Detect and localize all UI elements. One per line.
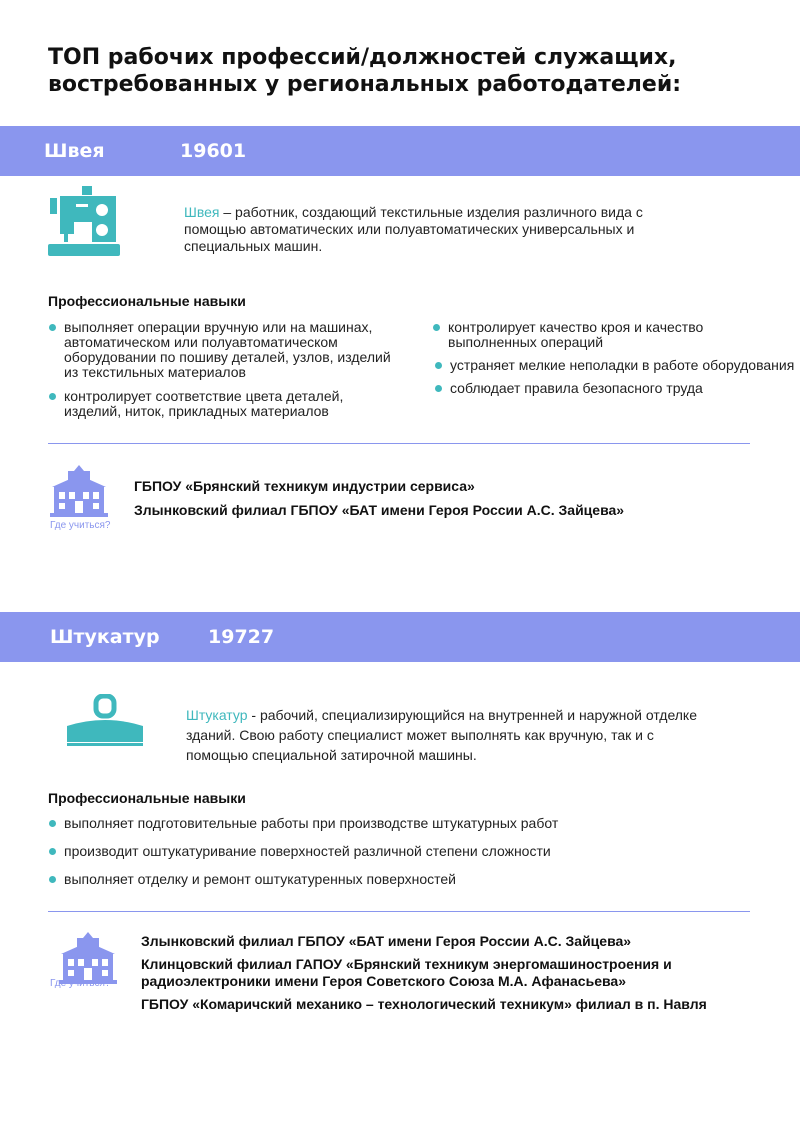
skill-item: контролирует качество кроя и качество выполненных операций [432, 320, 793, 350]
skill-item: контролирует соответствие цвета деталей, изделий, ниток, прикладных материалов [48, 389, 404, 419]
profession-band-plasterer [0, 612, 800, 662]
profession-term: Штукатур [186, 707, 248, 723]
skills-heading: Профессиональные навыки [48, 293, 246, 309]
school-item: Злынковский филиал ГБПОУ «БАТ имени Героя России А.С. Зайцева» [134, 502, 625, 518]
profession-description [186, 705, 716, 765]
skill-item: производит оштукатуривание поверхностей различной степени сложности [48, 844, 764, 859]
page-title: ТОП рабочих профессий/должностей служащих, востребованных у региональных работодателей: [48, 45, 682, 97]
description-text: - рабочий, специализирующийся на внутренней и наружной отделке зданий. Свою работу специалист может выполнять как вручную, так и с помощью специальной затирочной машины. [186, 707, 697, 763]
profession-description [184, 204, 704, 255]
profession-name: Штукатур [50, 626, 160, 648]
school-building-icon [50, 463, 108, 517]
school-item: ГБПОУ «Комаричский механико – технологический техникум» филиал в п. Навля [141, 996, 707, 1012]
school-item: Злынковский филиал ГБПОУ «БАТ имени Героя России А.С. Зайцева» [141, 933, 632, 949]
divider [48, 911, 750, 912]
plaster-trowel-icon [63, 694, 147, 748]
sewing-machine-icon [46, 184, 122, 258]
school-item: Клинцовский филиал ГАПОУ «Брянский техникум энергомашиностроения и радиоэлектроники имени Героя Советского Союза М.А. Афанасьева» [141, 956, 672, 989]
profession-name: Швея [44, 140, 105, 162]
school-item: ГБПОУ «Брянский техникум индустрии сервиса» [134, 478, 475, 494]
profession-band-seamstress [0, 126, 800, 176]
where-to-study-label: Где учиться? [50, 978, 111, 989]
where-to-study-label: Где учиться? [50, 520, 111, 531]
skill-item: выполняет операции вручную или на машинах, автоматическом или полуавтоматическом оборудовании по пошиву деталей, узлов, изделий из текстильных материалов [48, 320, 404, 380]
divider [48, 443, 750, 444]
skill-item: соблюдает правила безопасного труда [434, 381, 795, 396]
profession-code: 19727 [208, 626, 275, 648]
school-building-icon [59, 930, 117, 984]
skill-item: выполняет подготовительные работы при производстве штукатурных работ [48, 816, 764, 831]
description-text: – работник, создающий текстильные изделия различного вида с помощью автоматических или полуавтоматических универсальных и специальных машин. [184, 204, 643, 254]
skills-heading: Профессиональные навыки [48, 790, 246, 806]
profession-code: 19601 [180, 140, 247, 162]
skill-item: выполняет отделку и ремонт оштукатуренных поверхностей [48, 872, 764, 887]
profession-term: Швея [184, 204, 220, 220]
skill-item: устраняет мелкие неполадки в работе оборудования [434, 358, 795, 373]
